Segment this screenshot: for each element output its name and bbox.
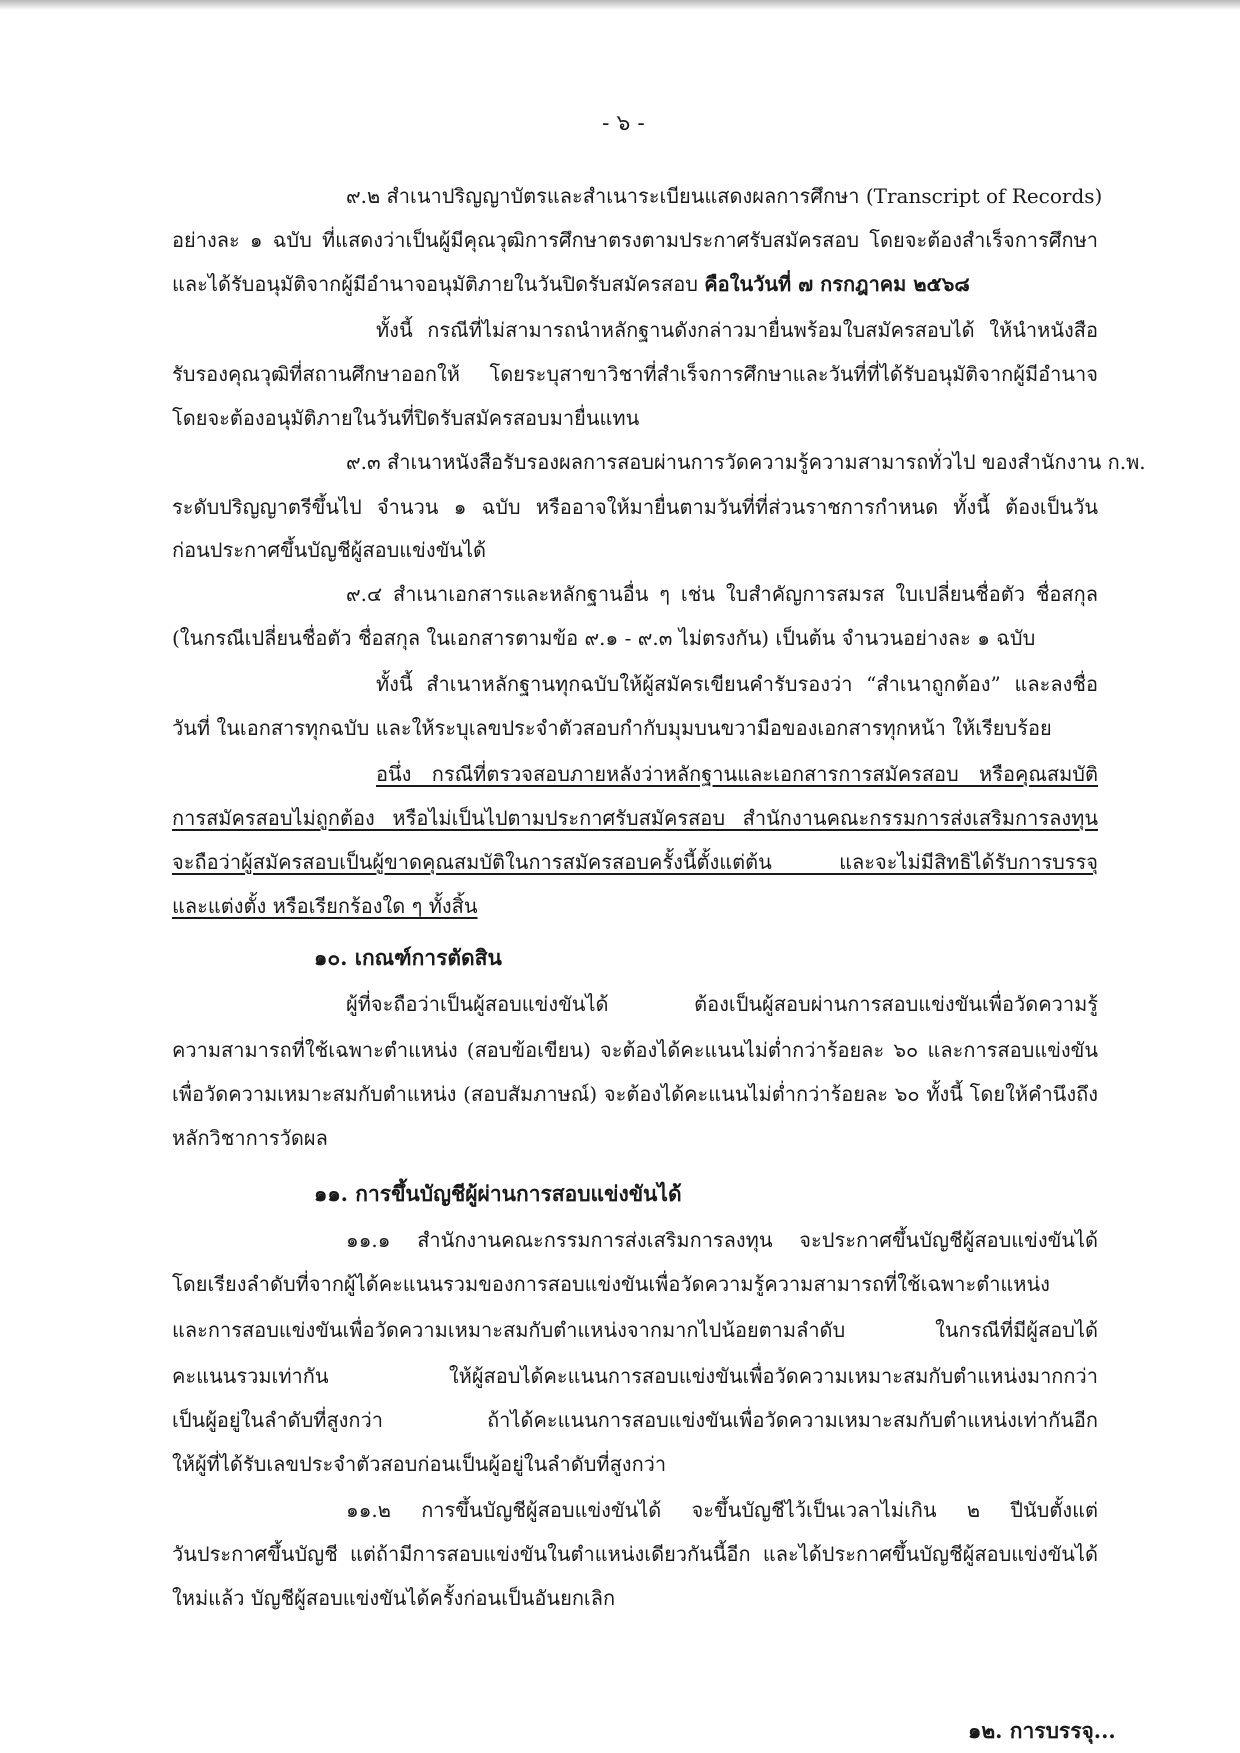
s11-2-line-2: วันประกาศขึ้นบัญชี แต่ถ้ามีการสอบแข่งขันในตำแหน่งเดียวกันนี้อีก และได้ประกาศขึ้นบัญชีผู้สอบแข่งขันได้ — [172, 1542, 1098, 1566]
s11-1-line-2: โดยเรียงลำดับที่จากผู้ได้คะแนนรวมของการสอบแข่งขันเพื่อวัดความรู้ความสามารถที่ใช้เฉพาะตำแหน่ง — [172, 1272, 1050, 1296]
s11-2-line-1: ๑๑.๒ การขึ้นบัญชีผู้สอบแข่งขันได้ จะขึ้นบัญชีไว้เป็นเวลาไม่เกิน ๒ ปีนับตั้งแต่ — [346, 1498, 1098, 1522]
note-a-line-3: โดยจะต้องอนุมัติภายในวันที่ปิดรับสมัครสอบมายื่นแทน — [172, 406, 640, 430]
s10-line-2: ความสามารถที่ใช้เฉพาะตำแหน่ง (สอบข้อเขียน) จะต้องได้คะแนนไม่ต่ำกว่าร้อยละ ๖๐ และการสอบแข่งขัน — [172, 1038, 1098, 1062]
note-c-line-2: การสมัครสอบไม่ถูกต้อง หรือไม่เป็นไปตามประกาศรับสมัครสอบ สำนักงานคณะกรรมการส่งเสริมการลงทุน — [172, 806, 1098, 830]
note-b-line-1: ทั้งนี้ สำเนาหลักฐานทุกฉบับให้ผู้สมัครเขียนคำรับรองว่า “สำเนาถูกต้อง” และลงชื่อ — [376, 672, 1098, 696]
s9-2-line-2: อย่างละ ๑ ฉบับ ที่แสดงว่าเป็นผู้มีคุณวุฒิการศึกษาตรงตามประกาศรับสมัครสอบ โดยจะต้องสำเร็จการศึกษา — [172, 228, 1098, 252]
s9-2-deadline: คือในวันที่ ๗ กรกฎาคม ๒๕๖๘ — [704, 272, 970, 296]
s9-3-line-2: ระดับปริญญาตรีขึ้นไป จำนวน ๑ ฉบับ หรืออาจให้มายื่นตามวันที่ที่ส่วนราชการกำหนด ทั้งนี้ ต้องเป็นวัน — [172, 495, 1098, 519]
note-c-line-3: จะถือว่าผู้สมัครสอบเป็นผู้ขาดคุณสมบัติในการสมัครสอบครั้งนี้ตั้งแต่ต้น และจะไม่มีสิทธิได้รับการบรรจุ — [172, 850, 1098, 874]
page-number: - ๖ - — [602, 111, 645, 136]
s9-2-line-3 — [172, 270, 970, 298]
s9-2-line-1: ๙.๒ สำเนาปริญญาบัตรและสำเนาระเบียนแสดงผลการศึกษา (Transcript of Records) — [346, 184, 1103, 208]
note-b-line-2: วันที่ ในเอกสารทุกฉบับ และให้ระบุเลขประจำตัวสอบกำกับมุมบนขวามือของเอกสารทุกหน้า ให้เรียบร้อย — [172, 716, 1052, 740]
s11-1-line-1: ๑๑.๑ สำนักงานคณะกรรมการส่งเสริมการลงทุน จะประกาศขึ้นบัญชีผู้สอบแข่งขันได้ — [346, 1228, 1098, 1252]
s9-4-line-2: (ในกรณีเปลี่ยนชื่อตัว ชื่อสกุล ในเอกสารตามข้อ ๙.๑ - ๙.๓ ไม่ตรงกัน) เป็นต้น จำนวนอย่างละ ๑ ฉบับ — [172, 626, 1036, 650]
note-a-line-2: รับรองคุณวุฒิที่สถานศึกษาออกให้ โดยระบุสาขาวิชาที่สำเร็จการศึกษาและวันที่ที่ได้รับอนุมัติจากผู้มีอำนาจ — [172, 362, 1098, 386]
continuation-marker: ๑๒. การบรรจุ... — [968, 1718, 1116, 1743]
s9-2-line-3-text: และได้รับอนุมัติจากผู้มีอำนาจอนุมัติภายในวันปิดรับสมัครสอบ — [172, 272, 705, 296]
section-11-heading: ๑๑. การขึ้นบัญชีผู้ผ่านการสอบแข่งขันได้ — [314, 1181, 682, 1206]
scan-edge-shadow — [0, 0, 1240, 10]
s11-1-line-3: และการสอบแข่งขันเพื่อวัดความเหมาะสมกับตำแหน่งจากมากไปน้อยตามลำดับ ในกรณีที่มีผู้สอบได้ — [172, 1318, 1098, 1342]
s11-1-line-4: คะแนนรวมเท่ากัน ให้ผู้สอบได้คะแนนการสอบแข่งขันเพื่อวัดความเหมาะสมกับตำแหน่งมากกว่า — [172, 1364, 1098, 1388]
s10-line-4: หลักวิชาการวัดผล — [172, 1126, 328, 1150]
s9-3-line-1: ๙.๓ สำเนาหนังสือรับรองผลการสอบผ่านการวัดความรู้ความสามารถทั่วไป ของสำนักงาน ก.พ. — [346, 450, 1146, 474]
s11-2-line-3: ใหม่แล้ว บัญชีผู้สอบแข่งขันได้ครั้งก่อนเป็นอันยกเลิก — [172, 1586, 616, 1610]
s10-line-3: เพื่อวัดความเหมาะสมกับตำแหน่ง (สอบสัมภาษณ์) จะต้องได้คะแนนไม่ต่ำกว่าร้อยละ ๖๐ ทั้งนี้ โดยให้คำนึงถึง — [172, 1082, 1098, 1106]
note-c-line-1: อนึ่ง กรณีที่ตรวจสอบภายหลังว่าหลักฐานและเอกสารการสมัครสอบ หรือคุณสมบัติ — [376, 762, 1098, 786]
s9-4-line-1: ๙.๔ สำเนาเอกสารและหลักฐานอื่น ๆ เช่น ใบสำคัญการสมรส ใบเปลี่ยนชื่อตัว ชื่อสกุล — [346, 582, 1098, 606]
note-c-line-4: และแต่งตั้ง หรือเรียกร้องใด ๆ ทั้งสิ้น — [172, 894, 478, 918]
section-10-heading: ๑๐. เกณฑ์การตัดสิน — [314, 945, 502, 970]
s9-3-line-3: ก่อนประกาศขึ้นบัญชีผู้สอบแข่งขันได้ — [172, 538, 487, 562]
s10-line-1: ผู้ที่จะถือว่าเป็นผู้สอบแข่งขันได้ ต้องเป็นผู้สอบผ่านการสอบแข่งขันเพื่อวัดความรู้ — [346, 992, 1098, 1016]
s11-1-line-6: ให้ผู้ที่ได้รับเลขประจำตัวสอบก่อนเป็นผู้อยู่ในลำดับที่สูงกว่า — [172, 1452, 667, 1476]
s11-1-line-5: เป็นผู้อยู่ในลำดับที่สูงกว่า ถ้าได้คะแนนการสอบแข่งขันเพื่อวัดความเหมาะสมกับตำแหน่งเท่ากันอีก — [172, 1408, 1098, 1432]
note-a-line-1: ทั้งนี้ กรณีที่ไม่สามารถนำหลักฐานดังกล่าวมายื่นพร้อมใบสมัครสอบได้ ให้นำหนังสือ — [376, 318, 1098, 342]
